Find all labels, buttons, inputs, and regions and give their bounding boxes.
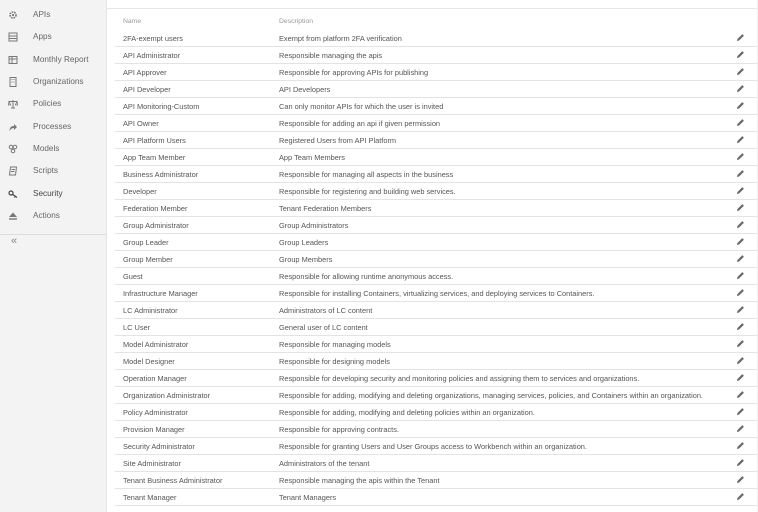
role-name: Developer: [123, 187, 157, 196]
role-name: LC Administrator: [123, 306, 178, 315]
role-description: Responsible for granting Users and User Groups access to Workbench within an organization.: [279, 442, 587, 451]
edit-pencil-icon[interactable]: [736, 135, 745, 144]
role-description: App Team Members: [279, 153, 345, 162]
sidebar-item-label: Apps: [33, 32, 52, 41]
table-row[interactable]: [115, 217, 758, 234]
table-row[interactable]: [115, 370, 758, 387]
sidebar-item-label: Security: [33, 189, 63, 198]
edit-pencil-icon[interactable]: [736, 186, 745, 195]
key-icon: [8, 189, 18, 199]
role-name: Tenant Manager: [123, 493, 177, 502]
role-name: Federation Member: [123, 204, 188, 213]
sidebar-item-label: Organizations: [33, 77, 84, 86]
role-description: Administrators of LC content: [279, 306, 373, 315]
sidebar-item-apps[interactable]: [0, 26, 106, 48]
edit-pencil-icon[interactable]: [736, 33, 745, 42]
sidebar-item-apis[interactable]: [0, 4, 106, 26]
table-row[interactable]: [115, 183, 758, 200]
role-description: Tenant Managers: [279, 493, 337, 502]
role-description: Group Leaders: [279, 238, 329, 247]
edit-pencil-icon[interactable]: [736, 356, 745, 365]
edit-pencil-icon[interactable]: [736, 84, 745, 93]
role-description: Responsible for adding, modifying and deleting organizations, managing services, policies, and Containers within an organization.: [279, 391, 703, 400]
edit-pencil-icon[interactable]: [736, 373, 745, 382]
sidebar: [0, 0, 107, 512]
role-name: API Owner: [123, 119, 159, 128]
table-row[interactable]: [115, 98, 758, 115]
role-description: Responsible managing the apis within the Tenant: [279, 476, 440, 485]
table-row[interactable]: [115, 115, 758, 132]
role-description: Responsible for approving APIs for publishing: [279, 68, 429, 77]
role-description: Responsible managing the apis: [279, 51, 383, 60]
table-row[interactable]: [115, 336, 758, 353]
gear-icon: [8, 10, 18, 20]
role-description: Responsible for developing security and monitoring policies and assigning them to services and organizations.: [279, 374, 640, 383]
role-description: Responsible for adding an api if given permission: [279, 119, 441, 128]
role-description: Responsible for designing models: [279, 357, 390, 366]
share-arrow-icon: [8, 122, 18, 132]
edit-pencil-icon[interactable]: [736, 390, 745, 399]
role-name: API Approver: [123, 68, 167, 77]
sidebar-item-label: Actions: [33, 211, 60, 220]
role-name: API Platform Users: [123, 136, 186, 145]
edit-pencil-icon[interactable]: [736, 492, 745, 501]
edit-pencil-icon[interactable]: [736, 407, 745, 416]
table-row[interactable]: [115, 251, 758, 268]
table-row[interactable]: [115, 285, 758, 302]
role-description: Responsible for managing models: [279, 340, 391, 349]
edit-pencil-icon[interactable]: [736, 475, 745, 484]
role-name: Group Leader: [123, 238, 169, 247]
role-description: Tenant Federation Members: [279, 204, 372, 213]
edit-pencil-icon[interactable]: [736, 339, 745, 348]
sidebar-item-scripts[interactable]: [0, 160, 106, 182]
role-name: Business Administrator: [123, 170, 199, 179]
table-row[interactable]: [115, 319, 758, 336]
sidebar-item-policies[interactable]: [0, 93, 106, 115]
role-name: API Administrator: [123, 51, 181, 60]
edit-pencil-icon[interactable]: [736, 169, 745, 178]
role-description: Can only monitor APIs for which the user is invited: [279, 102, 444, 111]
edit-pencil-icon[interactable]: [736, 152, 745, 161]
role-name: Group Member: [123, 255, 173, 264]
sidebar-item-monthly-report[interactable]: [0, 49, 106, 71]
role-description: Registered Users from API Platform: [279, 136, 397, 145]
edit-pencil-icon[interactable]: [736, 101, 745, 110]
eject-icon: [8, 211, 18, 221]
sidebar-item-security[interactable]: [0, 183, 106, 205]
sidebar-item-organizations[interactable]: [0, 71, 106, 93]
role-name: API Monitoring-Custom: [123, 102, 200, 111]
table-row[interactable]: [115, 30, 758, 47]
role-name: Provision Manager: [123, 425, 185, 434]
column-header-name: Name: [123, 18, 142, 25]
role-name: API Developer: [123, 85, 171, 94]
role-description: General user of LC content: [279, 323, 368, 332]
sidebar-item-label: Processes: [33, 122, 72, 131]
table-row[interactable]: [115, 149, 758, 166]
divider: [107, 8, 758, 9]
role-name: Policy Administrator: [123, 408, 188, 417]
role-name: Model Designer: [123, 357, 175, 366]
role-description: Responsible for installing Containers, virtualizing services, and deploying services to Containers.: [279, 289, 595, 298]
role-name: Organization Administrator: [123, 391, 211, 400]
edit-pencil-icon[interactable]: [736, 203, 745, 212]
role-description: Responsible for registering and building web services.: [279, 187, 456, 196]
role-description: Administrators of the tenant: [279, 459, 370, 468]
edit-pencil-icon[interactable]: [736, 220, 745, 229]
role-name: Infrastructure Manager: [123, 289, 198, 298]
table-row[interactable]: [115, 438, 758, 455]
edit-pencil-icon[interactable]: [736, 322, 745, 331]
table-row[interactable]: [115, 489, 758, 506]
table-row[interactable]: [115, 64, 758, 81]
edit-pencil-icon[interactable]: [736, 237, 745, 246]
table-row[interactable]: [115, 268, 758, 285]
role-name: Guest: [123, 272, 143, 281]
edit-pencil-icon[interactable]: [736, 67, 745, 76]
role-description: Responsible for adding, modifying and deleting policies within an organization.: [279, 408, 535, 417]
edit-pencil-icon[interactable]: [736, 305, 745, 314]
role-description: Responsible for approving contracts.: [279, 425, 399, 434]
main-content: [107, 0, 758, 512]
role-description: Responsible for allowing runtime anonymous access.: [279, 272, 454, 281]
sidebar-item-actions[interactable]: [0, 205, 106, 227]
sidebar-item-label: Scripts: [33, 166, 59, 175]
table-row[interactable]: [115, 166, 758, 183]
role-name: Group Administrator: [123, 221, 189, 230]
role-description: Group Administrators: [279, 221, 349, 230]
building-icon: [8, 77, 18, 87]
role-name: 2FA-exempt users: [123, 34, 183, 43]
sidebar-item-label: Monthly Report: [33, 55, 89, 64]
role-description: Exempt from platform 2FA verification: [279, 34, 402, 43]
role-name: Tenant Business Administrator: [123, 476, 223, 485]
role-name: Site Administrator: [123, 459, 181, 468]
collapse-sidebar-button[interactable]: «: [11, 235, 18, 247]
edit-pencil-icon[interactable]: [736, 458, 745, 467]
edit-pencil-icon[interactable]: [736, 254, 745, 263]
role-name: Model Administrator: [123, 340, 189, 349]
models-icon: [8, 144, 18, 154]
sidebar-item-label: Models: [33, 144, 60, 153]
edit-pencil-icon[interactable]: [736, 271, 745, 280]
table-row[interactable]: [115, 47, 758, 64]
table-row[interactable]: [115, 404, 758, 421]
role-name: Security Administrator: [123, 442, 195, 451]
edit-pencil-icon[interactable]: [736, 118, 745, 127]
sidebar-item-processes[interactable]: [0, 116, 106, 138]
table-row[interactable]: [115, 421, 758, 438]
table-row[interactable]: [115, 455, 758, 472]
role-description: API Developers: [279, 85, 331, 94]
scales-icon: [8, 99, 18, 109]
table-row[interactable]: [115, 387, 758, 404]
edit-pencil-icon[interactable]: [736, 288, 745, 297]
role-name: LC User: [123, 323, 151, 332]
role-description: Responsible for managing all aspects in the business: [279, 170, 454, 179]
scripts-icon: [8, 166, 18, 176]
apps-icon: [8, 32, 18, 42]
edit-pencil-icon[interactable]: [736, 50, 745, 59]
table-row[interactable]: [115, 200, 758, 217]
table-row[interactable]: [115, 472, 758, 489]
table-row[interactable]: [115, 234, 758, 251]
table-row[interactable]: [115, 302, 758, 319]
sidebar-item-label: Policies: [33, 99, 62, 108]
table-row[interactable]: [115, 353, 758, 370]
table-row[interactable]: [115, 81, 758, 98]
column-header-description: Description: [279, 18, 313, 25]
table-row[interactable]: [115, 132, 758, 149]
role-name: App Team Member: [123, 153, 186, 162]
sidebar-item-label: APIs: [33, 10, 51, 19]
edit-pencil-icon[interactable]: [736, 424, 745, 433]
role-name: Operation Manager: [123, 374, 187, 383]
sidebar-item-models[interactable]: [0, 138, 106, 160]
role-description: Group Members: [279, 255, 333, 264]
edit-pencil-icon[interactable]: [736, 441, 745, 450]
report-icon: [8, 55, 18, 65]
